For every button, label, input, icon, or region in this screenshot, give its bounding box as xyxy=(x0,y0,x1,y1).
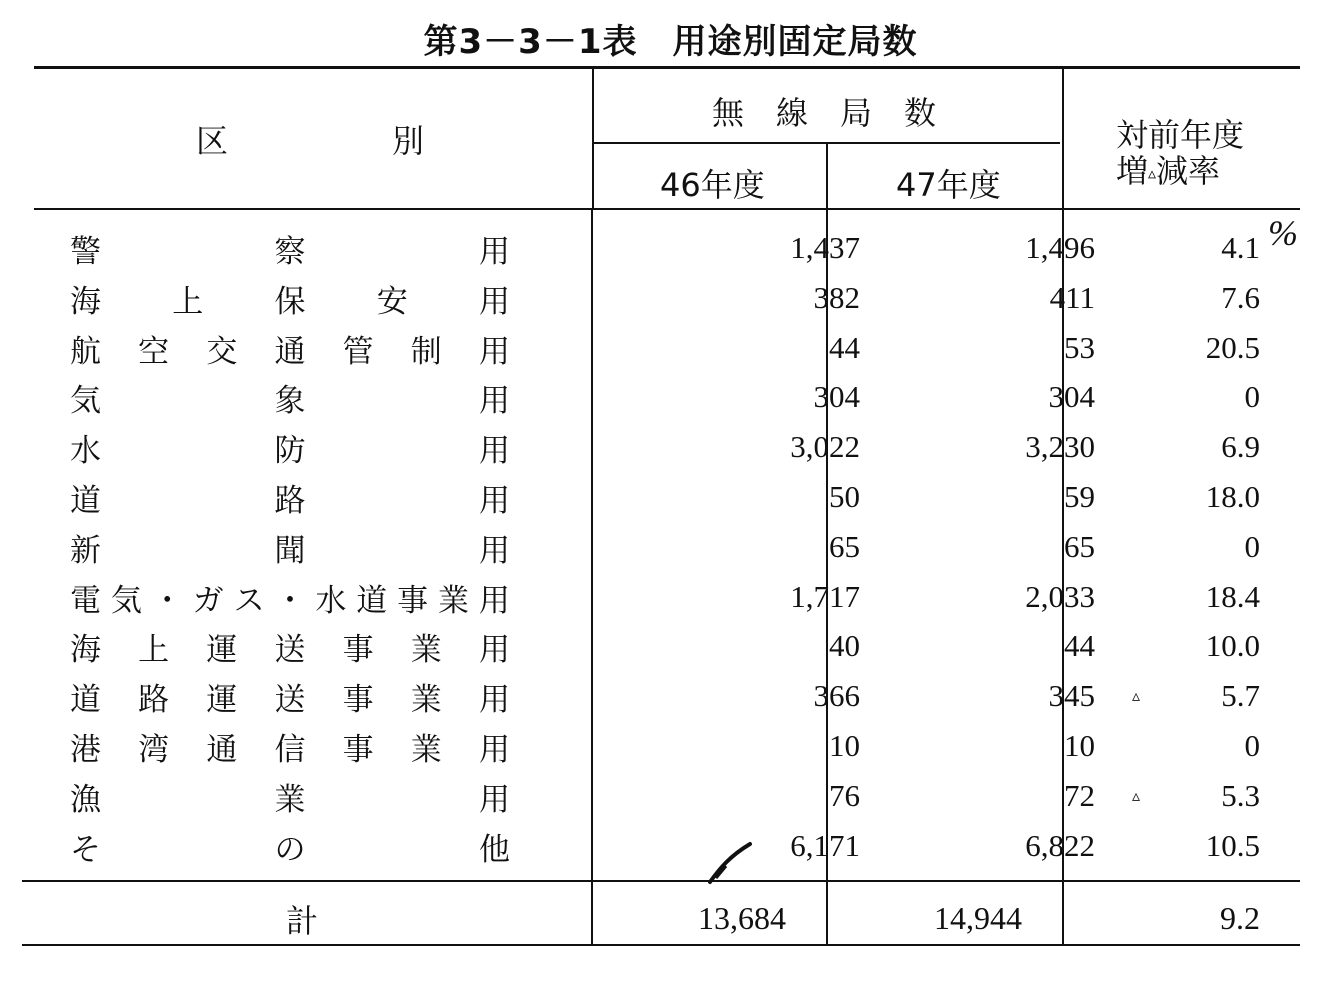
category-char: 防 xyxy=(274,433,306,470)
category-char: 航 xyxy=(70,333,101,370)
category-char: 新 xyxy=(70,532,101,569)
category-char: 電 xyxy=(70,582,101,619)
col-divider-1 xyxy=(592,68,594,209)
category-char: 用 xyxy=(479,781,510,818)
value-47: 6,822 xyxy=(1025,827,1095,863)
bottom-rule xyxy=(22,944,1300,946)
category-char: 警 xyxy=(70,234,101,270)
category-char: 用 xyxy=(478,582,510,619)
category-char: 事 xyxy=(342,632,374,669)
category-char: 路 xyxy=(138,682,170,719)
category-char: 通 xyxy=(274,333,306,370)
total-46: 13,684 xyxy=(698,900,786,936)
header-bottom-rule xyxy=(34,208,1300,210)
value-47: 411 xyxy=(1049,279,1095,315)
table-title: 第3－3－1表 用途別固定局数 xyxy=(423,22,918,62)
category-char: 象 xyxy=(274,383,306,420)
category-char: 用 xyxy=(479,532,510,569)
category-char: 他 xyxy=(479,831,510,868)
row-category xyxy=(70,724,510,769)
category-char: 水 xyxy=(315,582,347,619)
header-rate-line2 xyxy=(1116,146,1220,192)
rate-value: 4.1 xyxy=(1221,230,1260,265)
rate-value: 20.5 xyxy=(1205,329,1260,365)
category-char: 用 xyxy=(478,731,510,768)
table-row xyxy=(70,820,1300,870)
value-46: 1,437 xyxy=(790,230,860,265)
category-char: ・ xyxy=(151,582,183,619)
category-char: 保 xyxy=(274,283,306,320)
row-category xyxy=(70,824,510,869)
value-47: 3,230 xyxy=(1025,429,1095,465)
category-char: 用 xyxy=(478,333,510,370)
header-rate-line1: 対前年度 xyxy=(1116,116,1245,154)
row-category xyxy=(70,326,510,371)
category-char: 道 xyxy=(356,582,388,619)
category-char: 安 xyxy=(376,283,408,320)
rate-value: 0 xyxy=(1244,727,1260,763)
percent-unit: % xyxy=(1268,213,1298,253)
category-char: ス xyxy=(233,582,265,619)
category-char: 業 xyxy=(274,781,306,818)
value-47: 1,496 xyxy=(1025,230,1095,265)
value-46: 382 xyxy=(813,279,860,315)
category-char: 湾 xyxy=(138,731,170,768)
row-category xyxy=(70,525,510,570)
value-46: 50 xyxy=(829,478,860,514)
value-46: 3,022 xyxy=(790,429,860,465)
header-category-betsu: 別 xyxy=(392,122,425,160)
category-char: 港 xyxy=(70,731,101,768)
table-row xyxy=(70,272,1300,322)
category-char: 事 xyxy=(397,582,429,619)
category-char: 用 xyxy=(479,433,510,470)
category-char: 海 xyxy=(70,632,101,669)
category-char: 路 xyxy=(274,482,306,519)
category-char: 道 xyxy=(70,482,101,519)
value-46: 366 xyxy=(813,678,860,714)
category-char: 業 xyxy=(410,682,442,719)
table-row xyxy=(70,222,1300,272)
header-rate-decrease: 減率 xyxy=(1156,152,1221,190)
category-char: 業 xyxy=(438,582,470,619)
col-divider-3 xyxy=(1062,68,1064,209)
category-char: 送 xyxy=(274,682,306,719)
rate-value: 10.5 xyxy=(1205,827,1260,863)
row-category xyxy=(70,276,510,321)
total-label: 計 xyxy=(286,902,319,940)
category-char: 上 xyxy=(172,283,204,320)
rate-value: 0 xyxy=(1244,528,1260,564)
category-char: 水 xyxy=(70,433,101,470)
total-rate: 9.2 xyxy=(1220,900,1260,936)
row-category xyxy=(70,226,510,271)
category-char: 通 xyxy=(206,731,238,768)
value-46: 304 xyxy=(813,379,860,415)
category-char: 制 xyxy=(410,333,442,370)
table-row xyxy=(70,371,1300,421)
header-year-47: 47年度 xyxy=(896,166,1001,204)
header-year-46: 46年度 xyxy=(660,166,765,204)
category-char: 気 xyxy=(70,383,101,420)
table-row xyxy=(70,571,1300,621)
handwritten-scribble xyxy=(706,838,756,888)
total-47: 14,944 xyxy=(934,900,1022,936)
table-row xyxy=(70,421,1300,471)
category-char: 用 xyxy=(479,234,510,270)
category-char: 信 xyxy=(274,731,306,768)
category-char: 管 xyxy=(342,333,374,370)
category-char: ガ xyxy=(192,582,224,619)
category-char: 送 xyxy=(274,632,306,669)
rate-value: 10.0 xyxy=(1205,628,1260,664)
category-char: 事 xyxy=(342,682,374,719)
rate-value: 5.3 xyxy=(1221,777,1260,813)
row-category xyxy=(70,774,510,819)
rate-value: 18.4 xyxy=(1205,578,1260,614)
category-char: 用 xyxy=(478,682,510,719)
header-stations: 無 線 局 数 xyxy=(712,94,937,132)
category-char: 交 xyxy=(206,333,238,370)
table-body xyxy=(70,222,1300,869)
table-row xyxy=(70,670,1300,720)
category-char: 上 xyxy=(138,632,170,669)
value-46: 40 xyxy=(829,628,860,664)
header-category-ku: 区 xyxy=(196,122,229,160)
value-47: 10 xyxy=(1064,727,1095,763)
decrease-triangle-icon: ▵ xyxy=(1131,785,1140,805)
header-rate-triangle: ▵ xyxy=(1148,163,1157,183)
category-char: 業 xyxy=(410,731,442,768)
rate-value: 5.7 xyxy=(1221,678,1260,714)
category-char: 海 xyxy=(70,283,101,320)
rate-value: 18.0 xyxy=(1205,478,1260,514)
row-category xyxy=(70,575,510,620)
category-char: 空 xyxy=(138,333,170,370)
category-char: 漁 xyxy=(70,781,101,818)
rate-value: 6.9 xyxy=(1221,429,1260,465)
value-46: 10 xyxy=(829,727,860,763)
category-char: 運 xyxy=(206,682,238,719)
category-char: 用 xyxy=(479,383,510,420)
value-47: 304 xyxy=(1048,379,1095,415)
rate-value: 7.6 xyxy=(1221,279,1260,315)
category-char: の xyxy=(274,831,306,868)
category-char: 聞 xyxy=(274,532,306,569)
table-row xyxy=(70,770,1300,820)
top-rule xyxy=(34,66,1300,69)
value-47: 72 xyxy=(1064,777,1095,813)
category-char: 運 xyxy=(206,632,238,669)
category-char: 事 xyxy=(342,731,374,768)
category-char: ・ xyxy=(274,582,306,619)
value-47: 53 xyxy=(1064,329,1095,365)
value-46: 44 xyxy=(829,329,860,365)
row-category xyxy=(70,674,510,719)
value-46: 65 xyxy=(829,528,860,564)
value-47: 65 xyxy=(1064,528,1095,564)
category-char: 気 xyxy=(110,582,142,619)
category-char: 用 xyxy=(479,482,510,519)
value-47: 345 xyxy=(1048,678,1095,714)
value-46: 76 xyxy=(829,777,860,813)
table-row xyxy=(70,720,1300,770)
table-row xyxy=(70,620,1300,670)
table-row xyxy=(70,521,1300,571)
value-47: 59 xyxy=(1064,478,1095,514)
table-row xyxy=(70,322,1300,372)
value-46: 6,171 xyxy=(790,827,860,863)
decrease-triangle-icon: ▵ xyxy=(1131,686,1140,706)
rate-value: 0 xyxy=(1244,379,1260,415)
row-category xyxy=(70,375,510,420)
category-char: 道 xyxy=(70,682,101,719)
row-category xyxy=(70,475,510,520)
table-row xyxy=(70,471,1300,521)
value-47: 44 xyxy=(1064,628,1095,664)
total-top-rule xyxy=(22,880,1300,882)
value-46: 1,717 xyxy=(790,578,860,614)
row-category xyxy=(70,425,510,470)
category-char: そ xyxy=(70,831,101,868)
category-char: 用 xyxy=(479,283,510,320)
header-rate-increase: 増 xyxy=(1116,152,1149,190)
row-category xyxy=(70,624,510,669)
category-char: 用 xyxy=(478,632,510,669)
category-char: 業 xyxy=(410,632,442,669)
col-divider-2 xyxy=(826,143,828,209)
category-char: 察 xyxy=(274,234,306,270)
value-47: 2,033 xyxy=(1025,578,1095,614)
